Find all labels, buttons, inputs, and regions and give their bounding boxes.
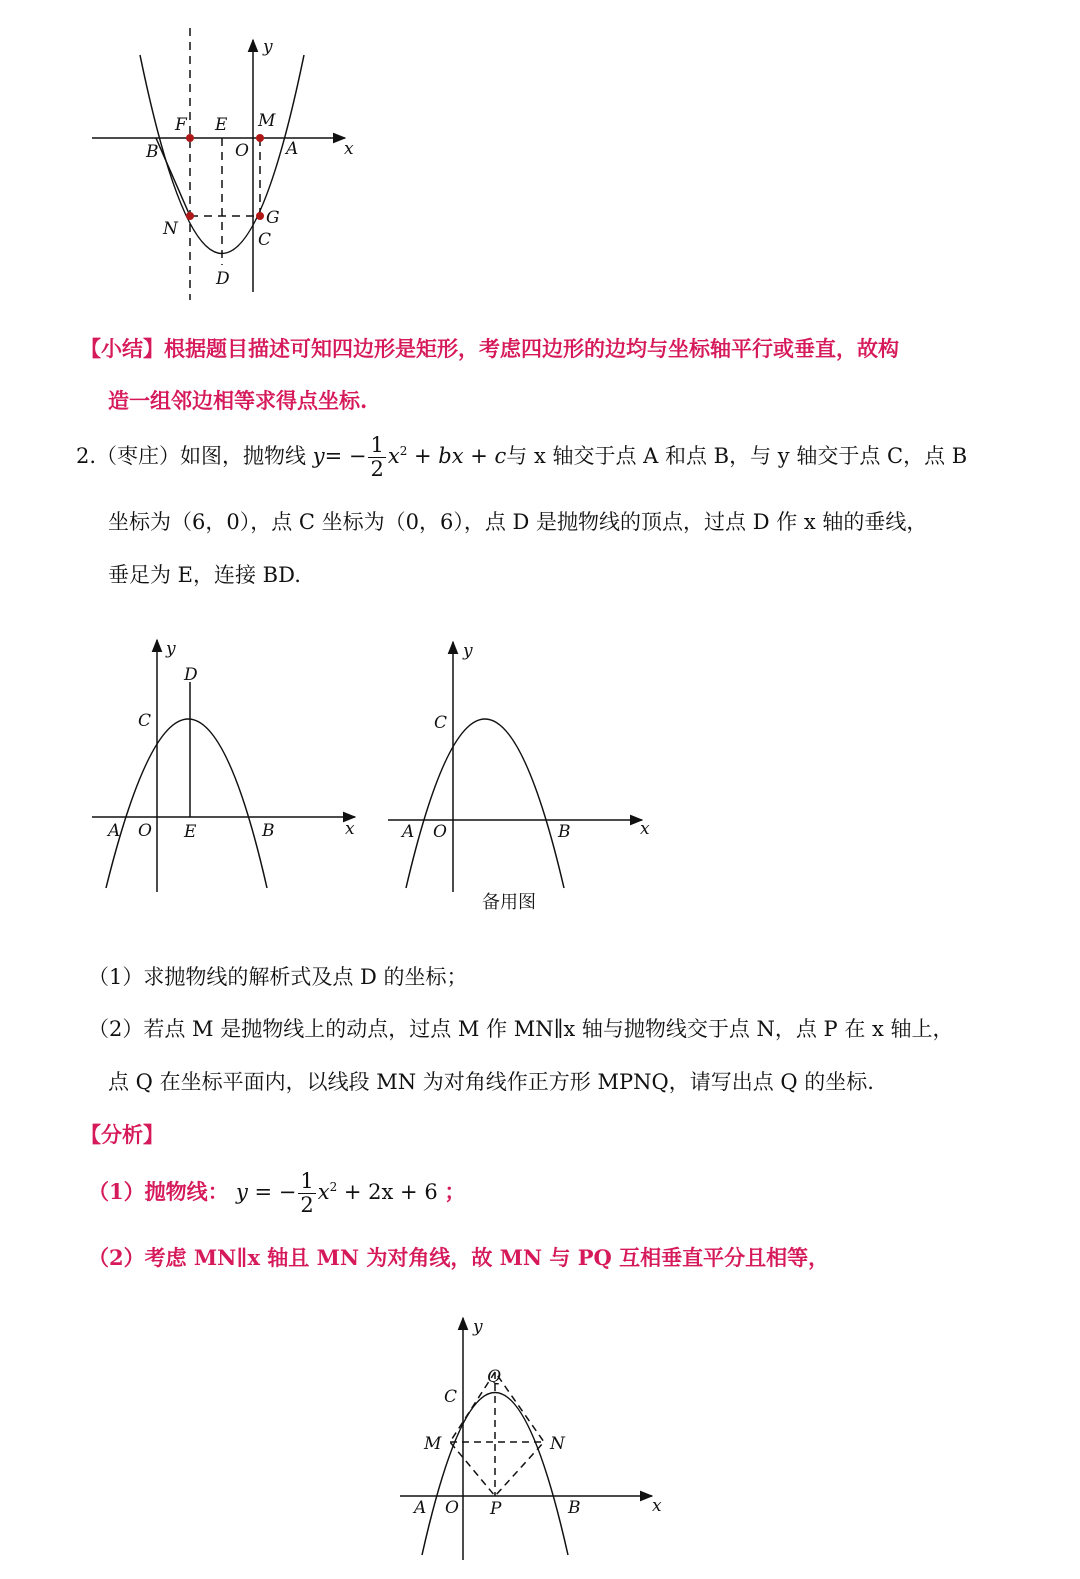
label-A: A [108,821,121,841]
label-C: C [258,230,272,250]
label-O: O [445,1498,459,1518]
analysis-answer-2: （2）考虑 MN∥x 轴且 MN 为对角线，故 MN 与 PQ 互相垂直平分且相等， [88,1245,830,1270]
label-E: E [215,115,228,135]
problem-number: 2. [76,444,97,469]
label-M: M [258,111,276,131]
answer-1-y: y [235,1180,248,1205]
question-2-line-2: 点 Q 在坐标平面内，以线段 MN 为对角线作正方形 MPNQ，请写出点 Q 的坐标. [108,1070,874,1094]
answer-1-prefix: （1）抛物线： [88,1179,229,1205]
problem-2-line-1 [76,434,967,481]
problem-source: （枣庄）如图，抛物线 [96,444,307,469]
label-D: D [216,269,230,289]
label-y: y [473,1317,483,1337]
answer-1-x: x [317,1180,330,1205]
parabola-curve [106,719,267,888]
label-C: C [444,1387,458,1407]
point-N [186,212,194,220]
equation-rest: + bx + c [407,444,507,469]
question-1: （1）求抛物线的解析式及点 D 的坐标； [88,965,468,989]
point-F [186,134,194,142]
parabola-curve [406,719,564,888]
label-B: B [568,1498,581,1518]
label-M: M [424,1434,442,1454]
label-F: F [175,115,187,135]
spare-diagram-caption: 备用图 [482,892,536,913]
label-G: G [266,208,280,228]
label-x: x [345,819,355,839]
label-O: O [433,822,447,842]
segment-BN [156,138,190,216]
answer-1-rest: + 2x + 6 [337,1180,438,1205]
equation-exponent: 2 [399,444,408,459]
summary-text-1: 根据题目描述可知四边形是矩形，考虑四边形的边均与坐标轴平行或垂直，故构 [164,336,899,361]
label-C: C [434,713,448,733]
equation-y: y [312,444,325,469]
problem-2-line-2: 坐标为（6，0），点 C 坐标为（0，6），点 D 是抛物线的顶点，过点 D 作 x 轴的垂线， [108,510,928,534]
analysis-tag: 【分析】 [80,1122,164,1147]
summary-line-1 [80,336,899,361]
label-y: y [263,37,273,57]
label-N: N [550,1434,565,1454]
label-B: B [262,821,275,841]
label-A: A [414,1498,427,1518]
label-N: N [163,219,178,239]
label-x: x [652,1496,662,1516]
equation-x: x [387,444,400,469]
square-MPNQ [450,1372,544,1496]
answer-1-minus: = − [247,1180,297,1205]
analysis-answer-1 [88,1170,465,1217]
label-E: E [184,822,197,842]
label-A: A [286,139,299,159]
label-y: y [166,639,176,659]
point-G [256,212,264,220]
label-C: C [138,711,152,731]
question-2-line-1: （2）若点 M 是抛物线上的动点，过点 M 作 MN∥x 轴与抛物线交于点 N，点 P 在 x 轴上， [88,1017,954,1041]
figure-4-square-construction [390,1310,680,1570]
label-Q: Q [487,1367,501,1387]
answer-1-exponent: 2 [329,1180,338,1195]
label-B: B [146,142,159,162]
label-P: P [490,1499,502,1519]
equation-minus: = − [324,444,367,469]
label-O: O [235,141,249,161]
figure-1-parabola [0,0,380,310]
equation-fraction: $\frac{1}{2}$ [370,433,384,482]
label-D: D [184,665,198,685]
summary-tag: 【小结】 [80,336,164,361]
label-x: x [344,139,354,159]
label-O: O [138,821,152,841]
label-B: B [558,822,571,842]
figure-2-parabola [80,630,370,900]
figure-3-spare-diagram [380,630,670,920]
point-M [256,134,264,142]
label-A: A [402,822,415,842]
problem-2-line-3: 垂足为 E，连接 BD. [108,563,301,587]
answer-1-end: ； [444,1179,466,1205]
answer-1-fraction: $\frac{1}{2}$ [300,1169,314,1218]
summary-line-2: 造一组邻边相等求得点坐标. [108,388,368,413]
label-x: x [640,819,650,839]
label-y: y [463,641,473,661]
problem-text-1: 与 x 轴交于点 A 和点 B，与 y 轴交于点 C，点 B [506,444,968,469]
